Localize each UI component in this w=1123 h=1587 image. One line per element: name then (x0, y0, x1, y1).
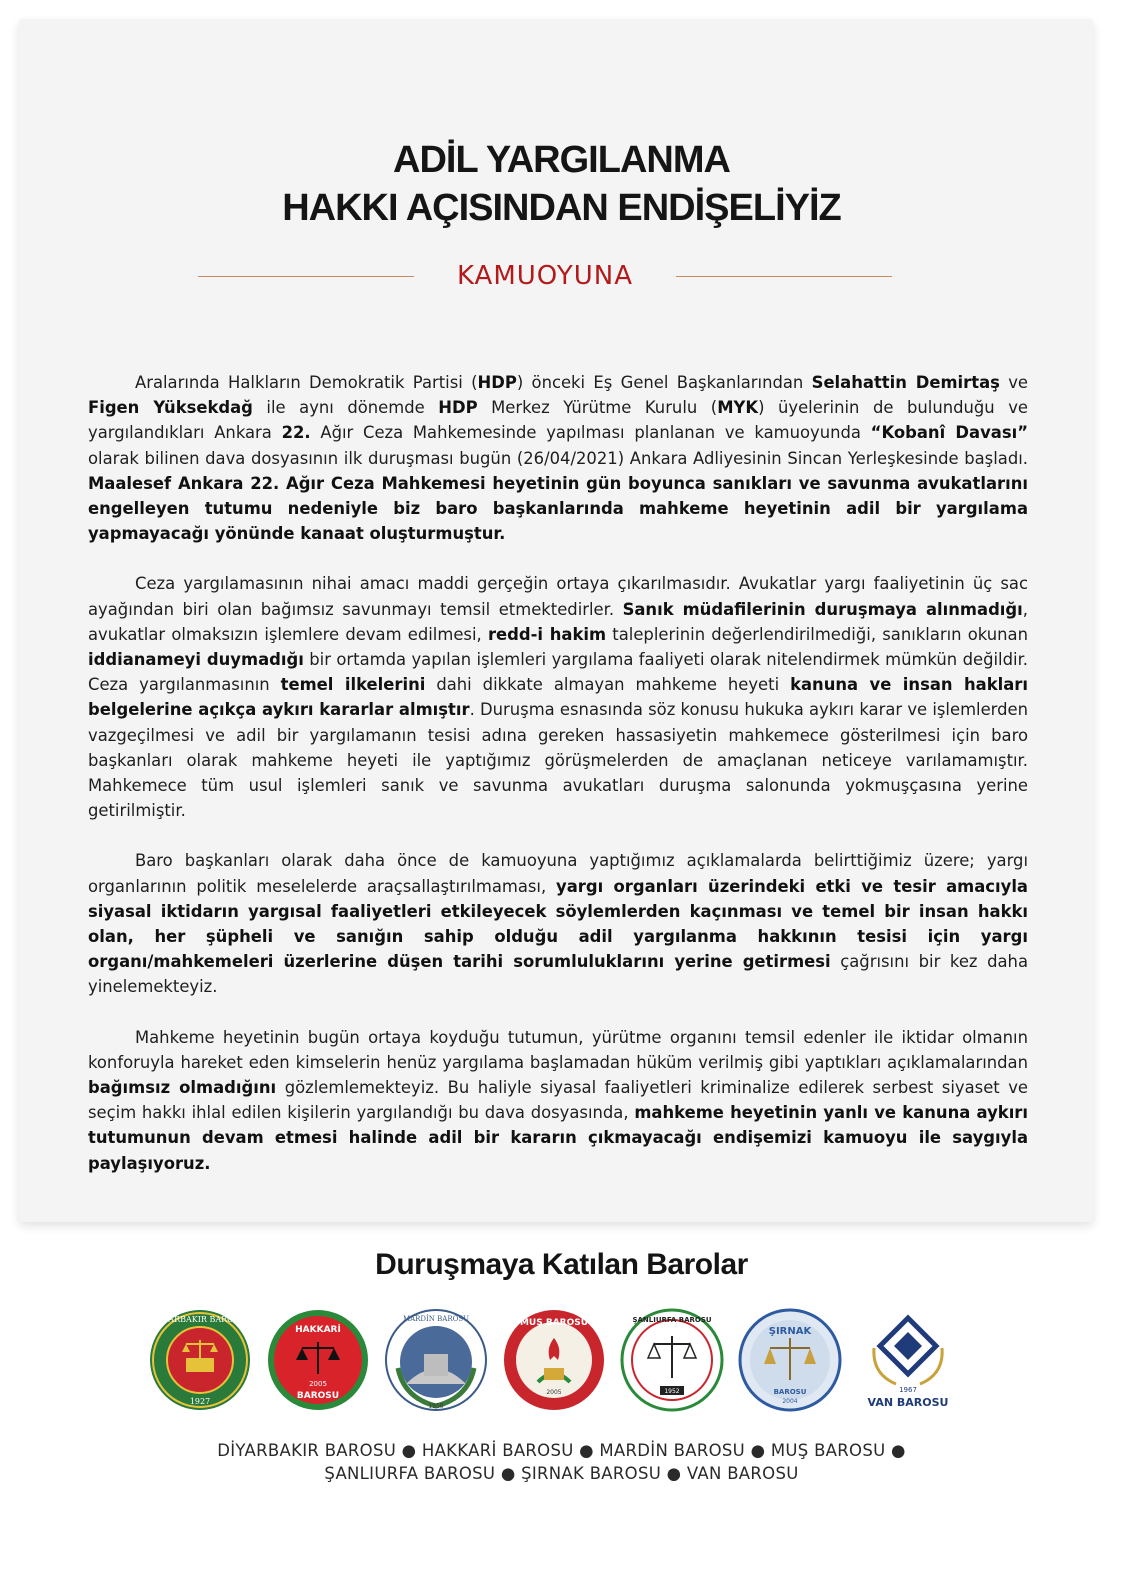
sanliurfa-logo (620, 1308, 724, 1412)
sirnak-name: ŞIRNAK (768, 1326, 812, 1337)
sanliurfa-year: 1952 (664, 1388, 680, 1395)
text-run: , avukatlar olmaksızın işlemlere devam edilmesi, (88, 599, 1028, 644)
mus-name: MUŞ BAROSU (519, 1318, 589, 1328)
text-run: Merkez Yürütme Kurulu ( (477, 398, 718, 418)
van-logo (856, 1308, 960, 1412)
paragraph-2 (88, 571, 1028, 823)
subtitle: KAMUOYUNA (456, 261, 634, 291)
text-run: Baro başkanları olarak daha önce de kamuoyuna yaptığımız açıklamalarda belirttiğimiz üzere; yargı organlarının politik meselelerde araçsallaştırılmaması, (88, 851, 1028, 896)
bar-logos (0, 1308, 1123, 1418)
text-run: ) üyelerinin de bulunduğu ve yargılandıkları Ankara (88, 398, 1028, 443)
paragraph-4 (88, 1025, 1028, 1176)
text-run: dahi dikkate almayan mahkeme heyeti (425, 675, 791, 695)
bold-run: 22. (281, 423, 311, 443)
sirnak-logo (738, 1308, 842, 1412)
bold-run: yargı organları üzerindeki etki ve tesir amacıyla siyasal iktidarın yargısal faaliyetleri etkileyecek söylemlerden kaçınması ve temel bir insan hakkı olan, her şüpheli ve sanığın sahip olduğu adil yargılanma hakkının tesisi için yargı organı/mahkemeleri üzerlerine düşen tarihi sorumluluklarını yerine getirmesi (88, 876, 1028, 972)
hakkari-name: HAKKARİ (295, 1325, 341, 1335)
subtitle-row (198, 258, 892, 296)
bold-run: mahkeme heyetinin yanlı ve kanuna aykırı tutumunun devam etmesi halinde adil bir kararın çıkmayacağı endişemizi kamuoyu ile saygıyla paylaşıyoruz. (88, 1103, 1029, 1173)
bar-list (0, 1439, 1123, 1485)
bold-run: Selahattin Demirtaş (811, 373, 1000, 392)
bold-run: temel ilkelerini (280, 675, 426, 695)
bold-run: iddianameyi duymadığı (88, 650, 304, 670)
mardin-year: 1956 (428, 1403, 444, 1410)
text-run: ) önceki Eş Genel Başkanlarından (516, 373, 812, 392)
hakkari-year: 2005 (309, 1380, 327, 1388)
sirnak-year: 2004 (782, 1398, 798, 1405)
sirnak-sub: BAROSU (773, 1388, 807, 1396)
hakkari-logo (266, 1308, 370, 1412)
bold-run: HDP (438, 398, 478, 418)
page-title (0, 136, 1123, 232)
bar-list-line-2: ŞANLIURFA BAROSU ● ŞIRNAK BAROSU ● VAN BAROSU (324, 1464, 799, 1483)
text-run: Mahkeme heyetinin bugün ortaya koyduğu tutumun, yürütme organını temsil edenler ile iktidar olmanın konforuyla hareket eden kimselerin henüz yargılama başlamadan hüküm verilmiş gibi yaptıkları açıklamalarından (88, 1027, 1028, 1072)
footer-title: Duruşmaya Katılan Barolar (375, 1248, 748, 1281)
text-run: ile aynı dönemde (252, 398, 439, 418)
bold-run: redd-i hakim (487, 624, 607, 644)
title-line-2: HAKKI AÇISINDAN ENDİŞELİYİZ (282, 187, 841, 229)
text-run: Ceza yargılamasının nihai amacı maddi gerçeğin ortaya çıkarılmasıdır. Avukatlar yargı faaliyetinin üç sac ayağından biri olan bağımsız savunmayı temsil etmektedirler. (88, 574, 1028, 619)
hakkari-sub: BAROSU (296, 1391, 340, 1401)
paragraph-1 (88, 370, 1028, 546)
right-rule (676, 276, 892, 277)
text-run: gözlemlemekteyiz. Bu haliyle siyasal faaliyetleri kriminalize edilerek serbest siyaset ve seçim hakkı ihlal edilen kişilerin yargılandığı bu dava dosyasında, (88, 1078, 1029, 1123)
bold-run: Sanık müdafilerinin duruşmaya alınmadığı (622, 599, 1023, 619)
bold-run: MYK (717, 398, 759, 418)
diyarbakir-logo (148, 1308, 252, 1412)
bold-run: Figen Yüksekdağ (88, 398, 253, 418)
bold-run: HDP (477, 373, 517, 392)
bold-run: “Kobanî Davası” (870, 423, 1028, 443)
paragraph-3 (88, 848, 1028, 999)
bold-run: Maalesef Ankara 22. Ağır Ceza Mahkemesi heyetinin gün boyunca sanıkları ve savunma avukatlarını engelleyen tutumu nedeniyle biz baro başkanlarında mahkeme heyetinin adil bir yargılama yapmayacağı yönünde kanaat oluşturmuştur. (88, 473, 1028, 544)
van-year: 1967 (899, 1386, 917, 1394)
text-run: ve (999, 373, 1028, 392)
text-run: taleplerinin değerlendirilmediği, sanıkların okunan (606, 624, 1028, 644)
mardin-name: MARDİN BAROSU (402, 1315, 470, 1323)
title-line-1: ADİL YARGILANMA (393, 139, 730, 181)
statement-body (88, 370, 1028, 1201)
mus-year: 2005 (546, 1389, 562, 1396)
bar-list-line-1: DİYARBAKIR BAROSU ● HAKKARİ BAROSU ● MARDİN BAROSU ● MUŞ BAROSU ● (217, 1441, 906, 1460)
mardin-logo (384, 1308, 488, 1412)
text-run: . Duruşma esnasında söz konusu hukuka aykırı karar ve işlemlerden vazgeçilmesi ve adil bir yargılamanın tesisi adına gereken hassasiyetin mahkemece gösterilmesi için baro başkanları olarak mahkeme heyeti ile yaptığımız görüşmelerden de amaçlanan neticeye varılamamıştır. Mahkemece tüm usul işlemleri sanık ve savunma avukatları duruşma salonunda yokmuşçasına yerine getirilmiştir. (88, 700, 1028, 821)
text-run: Aralarında Halkların Demokratik Partisi ( (135, 373, 478, 392)
text-run: olarak bilinen dava dosyasının ilk duruşması bugün (26/04/2021) Ankara Adliyesinin Sincan Yerleşkesinde başladı. (88, 448, 1028, 468)
diyarbakir-name: DİYARBAKIR BAROSU (154, 1315, 246, 1324)
bold-run: bağımsız olmadığını (88, 1078, 277, 1098)
mus-logo (502, 1308, 606, 1412)
text-run: bir ortamda yapılan işlemleri yargılama faaliyeti olarak nitelendirmek mümkün değildir. Ceza yargılanmasının (88, 650, 1029, 695)
text-run: çağrısını bir kez daha yinelemekteyiz. (88, 952, 1028, 997)
text-run: Ağır Ceza Mahkemesinde yapılması planlanan ve kamuoyunda (310, 423, 871, 443)
van-name: VAN BAROSU (867, 1396, 949, 1409)
diyarbakir-year: 1927 (189, 1397, 211, 1406)
sanliurfa-name: ŞANLIURFA BAROSU (632, 1316, 712, 1324)
bold-run: kanuna ve insan hakları belgelerine açıkça aykırı kararlar almıştır (88, 675, 1029, 720)
